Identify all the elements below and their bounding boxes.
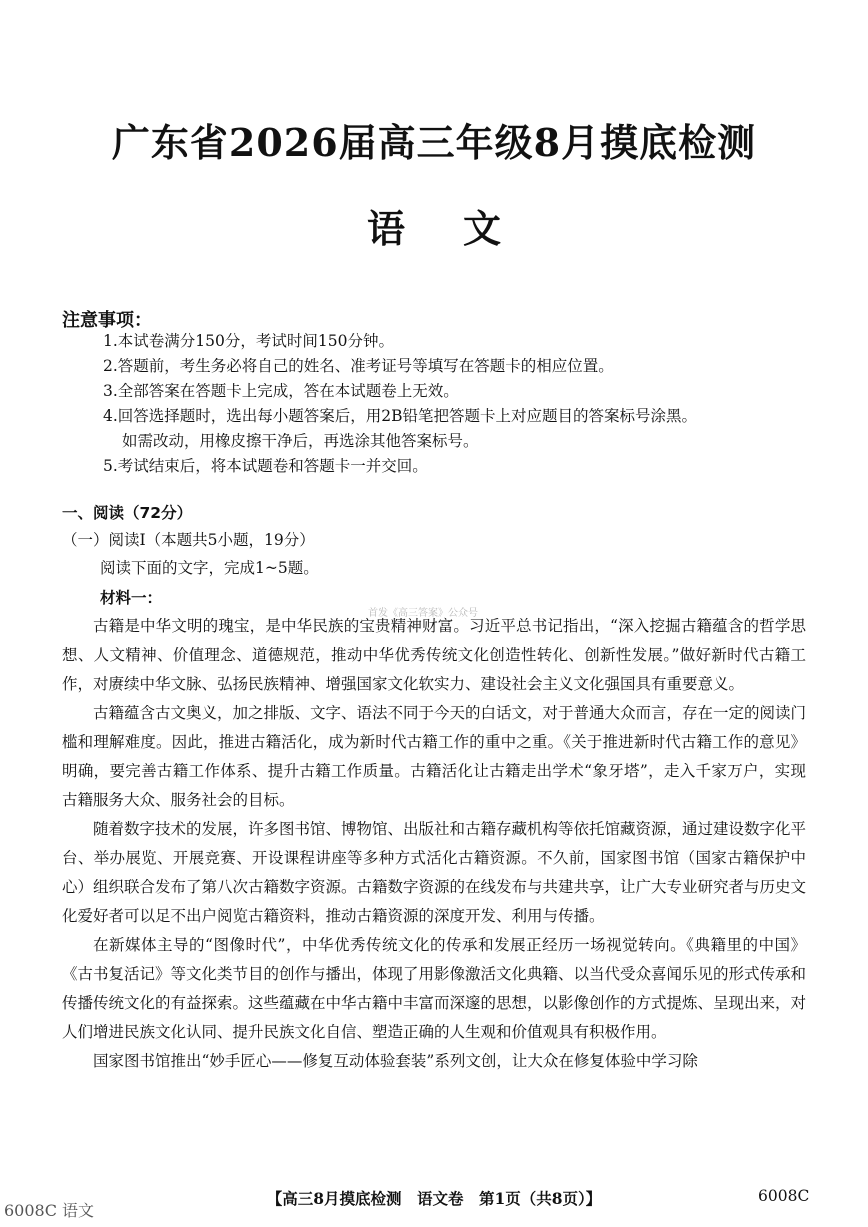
notice-item: 5.考试结束后，将本试题卷和答题卡一并交回。 bbox=[103, 457, 428, 475]
paragraph: 古籍蕴含古文奥义，加之排版、文字、语法不同于今天的白话文，对于普通大众而言，存在一定的阅读门槛和理解难度。因此，推进古籍活化，成为新时代古籍工作的重中之重。《关于推进新时代古籍工作的意见》明确，要完善古籍工作体系、提升古籍工作质量。古籍活化让古籍走出学术“象牙塔”，走入千家万户，实现古籍服务大众、服务社会的目标。 bbox=[62, 704, 807, 809]
watermark-text: 首发《高三答案》公众号 bbox=[368, 608, 478, 619]
material-label: 材料一： bbox=[100, 589, 163, 607]
subject-title: 语文 bbox=[366, 206, 559, 251]
footer-page-info: 【高三8月摸底检测 语文卷 第1页（共8页）】 bbox=[266, 1189, 602, 1208]
notice-heading: 注意事项： bbox=[62, 310, 152, 331]
paragraph: 在新媒体主导的“图像时代”，中华优秀传统文化的传承和发展正经历一场视觉转向。《典籍里的中国》《古书复活记》等文化类节目的创作与播出，体现了用影像激活文化典籍、以当代受众喜闻乐见的形式传承和传播传统文化的有益探索。这些蕴藏在中华古籍中丰富而深邃的思想，以影像创作的方式提炼、呈现出来，对人们增进民族文化认同、提升民族文化自信、塑造正确的人生观和价值观具有积极作用。 bbox=[62, 936, 807, 1041]
footer-code-right: 6008C bbox=[758, 1187, 810, 1205]
notice-list bbox=[103, 329, 823, 479]
notice-item: 2.答题前，考生务必将自己的姓名、准考证号等填写在答题卡的相应位置。 bbox=[103, 357, 614, 375]
material-body bbox=[62, 612, 806, 1076]
notice-item: 3.全部答案在答题卡上完成，答在本试题卷上无效。 bbox=[103, 382, 459, 400]
paragraph: 国家图书馆推出“妙手匠心——修复互动体验套装”系列文创，让大众在修复体验中学习除 bbox=[93, 1052, 698, 1070]
reading-instruction: 阅读下面的文字，完成1~5题。 bbox=[100, 559, 319, 577]
notice-item: 1.本试卷满分150分，考试时间150分钟。 bbox=[103, 332, 394, 350]
paragraph: 随着数字技术的发展，许多图书馆、博物馆、出版社和古籍存藏机构等依托馆藏资源，通过建设数字化平台、举办展览、开展竞赛、开设课程讲座等多种方式活化古籍资源。不久前，国家图书馆（国家古籍保护中心）组织联合发布了第八次古籍数字资源。古籍数字资源的在线发布与共建共享，让广大专业研究者与历史文化爱好者可以足不出户阅览古籍资料，推动古籍资源的深度开发、利用与传播。 bbox=[62, 820, 807, 925]
section-heading: 一、阅读（72分） bbox=[62, 504, 193, 522]
footer-code-left: 6008C 语文 bbox=[4, 1201, 95, 1220]
paragraph: 古籍是中华文明的瑰宝，是中华民族的宝贵精神财富。习近平总书记指出，“深入挖掘古籍蕴含的哲学思想、人文精神、价值理念、道德规范，推动中华优秀传统文化创造性转化、创新性发展。”做好新时代古籍工作，对赓续中华文脉、弘扬民族精神、增强国家文化软实力、建设社会主义文化强国具有重要意义。 bbox=[62, 617, 806, 693]
exam-title: 广东省2026届高三年级8月摸底检测 bbox=[111, 120, 757, 165]
notice-item-continuation: 如需改动，用橡皮擦干净后，再选涂其他答案标号。 bbox=[122, 432, 479, 450]
notice-item: 4.回答选择题时，选出每小题答案后，用2B铅笔把答题卡上对应题目的答案标号涂黑。 bbox=[103, 407, 698, 425]
section-subheading: （一）阅读Ⅰ（本题共5小题，19分） bbox=[62, 531, 315, 549]
